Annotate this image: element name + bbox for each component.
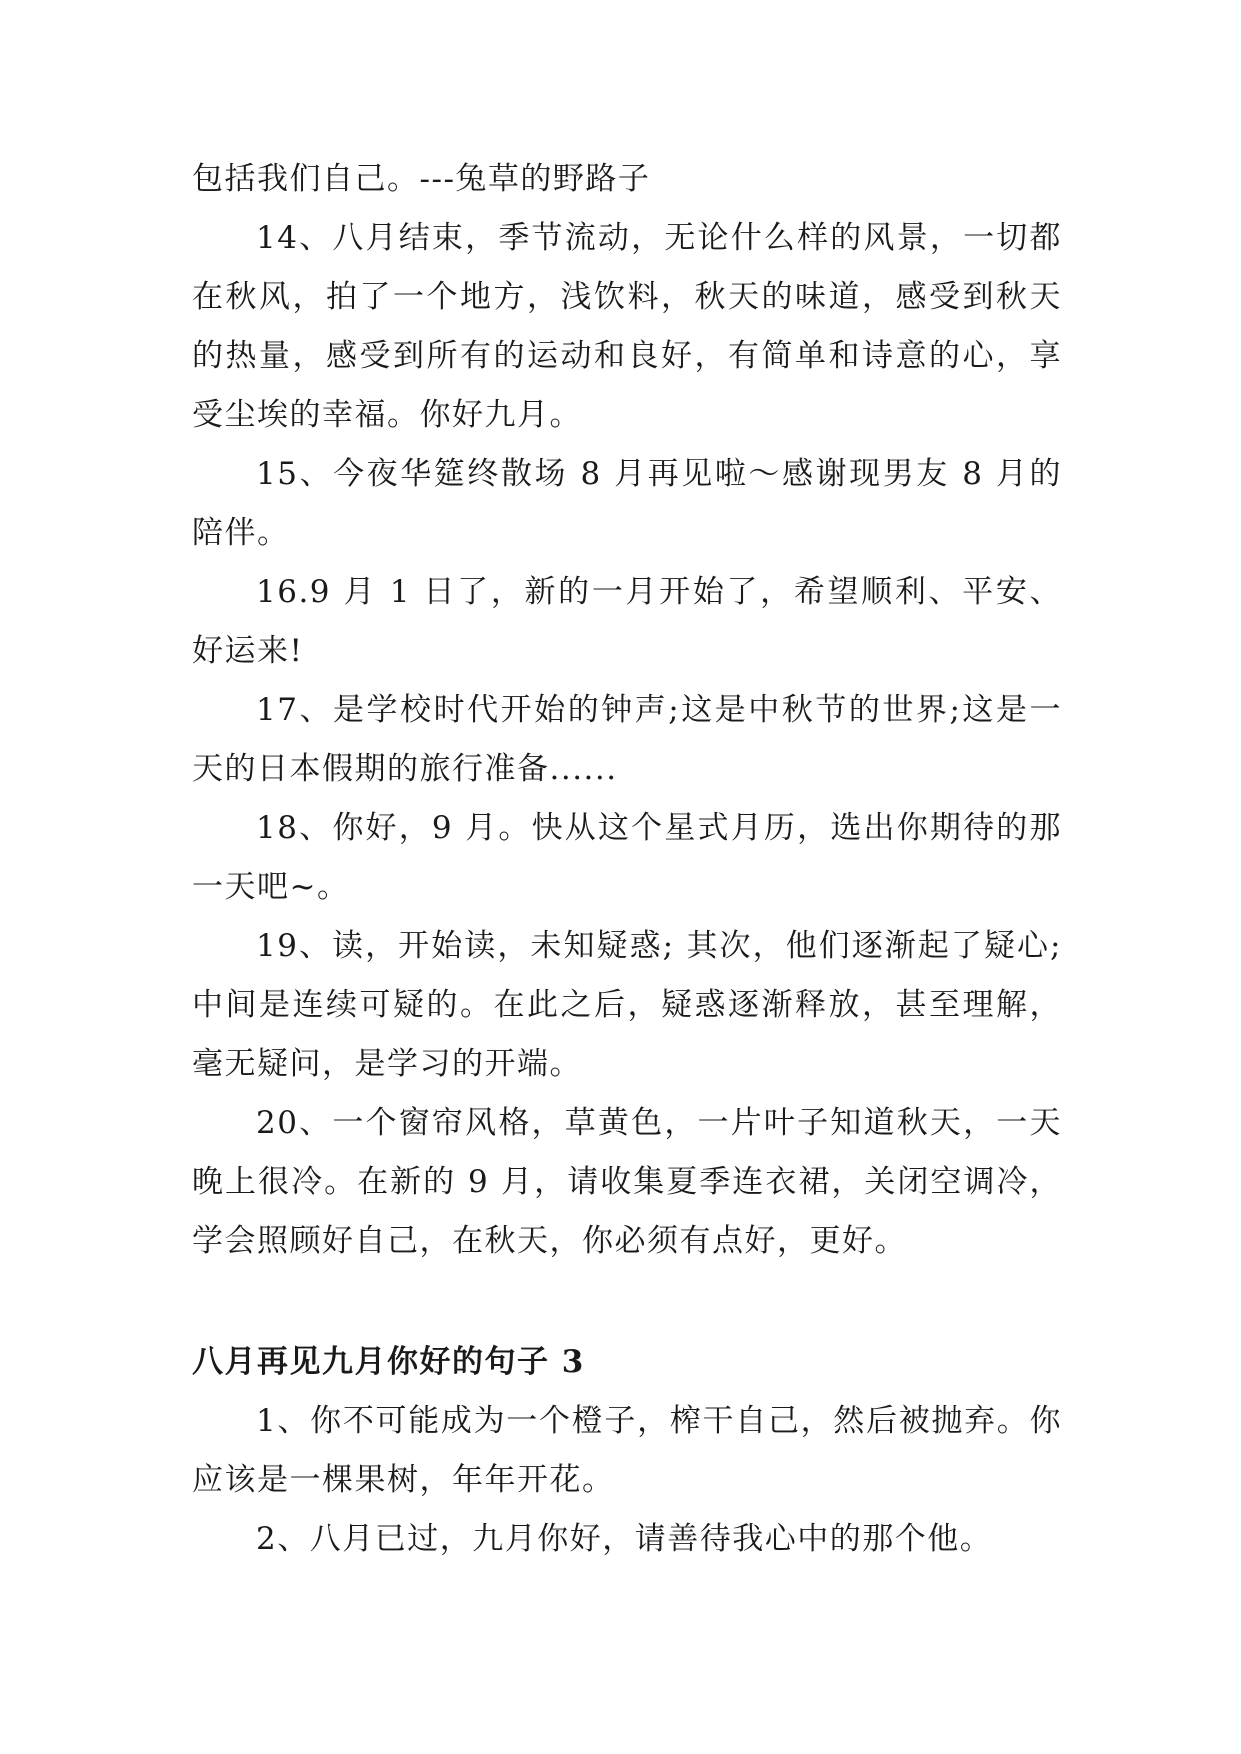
document-body [192, 150, 1062, 1569]
paragraph-item-17: 17、是学校时代开始的钟声;这是中秋节的世界;这是一天的日本假期的旅行准备...... [192, 692, 1062, 787]
section-heading: 八月再见九月你好的句子 3 [192, 1344, 585, 1380]
paragraph-item-20: 20、一个窗帘风格，草黄色，一片叶子知道秋天，一天晚上很冷。在新的 9 月，请收集夏季连衣裙，关闭空调冷，学会照顾好自己，在秋天，你必须有点好，更好。 [192, 1105, 1062, 1259]
paragraph-item-1: 1、你不可能成为一个橙子，榨干自己，然后被抛弃。你应该是一棵果树，年年开花。 [192, 1403, 1062, 1498]
paragraph-item-14: 14、八月结束，季节流动，无论什么样的风景，一切都在秋风，拍了一个地方，浅饮料，秋天的味道，感受到秋天的热量，感受到所有的运动和良好，有简单和诗意的心，享受尘埃的幸福。你好九月。 [192, 220, 1062, 433]
paragraph-item-2: 2、八月已过，九月你好，请善待我心中的那个他。 [256, 1521, 993, 1557]
paragraph-item-16: 16.9 月 1 日了，新的一月开始了，希望顺利、平安、好运来! [192, 574, 1062, 669]
paragraph-item-18: 18、你好，9 月。快从这个星式月历，选出你期待的那一天吧~。 [192, 810, 1062, 905]
paragraph-continuation: 包括我们自己。---兔草的野路子 [192, 161, 651, 197]
paragraph-item-19: 19、读，开始读，未知疑惑; 其次，他们逐渐起了疑心; 中间是连续可疑的。在此之后，疑惑逐渐释放，甚至理解，毫无疑问，是学习的开端。 [192, 928, 1062, 1082]
paragraph-item-15: 15、今夜华筵终散场 8 月再见啦～感谢现男友 8 月的陪伴。 [192, 456, 1062, 551]
